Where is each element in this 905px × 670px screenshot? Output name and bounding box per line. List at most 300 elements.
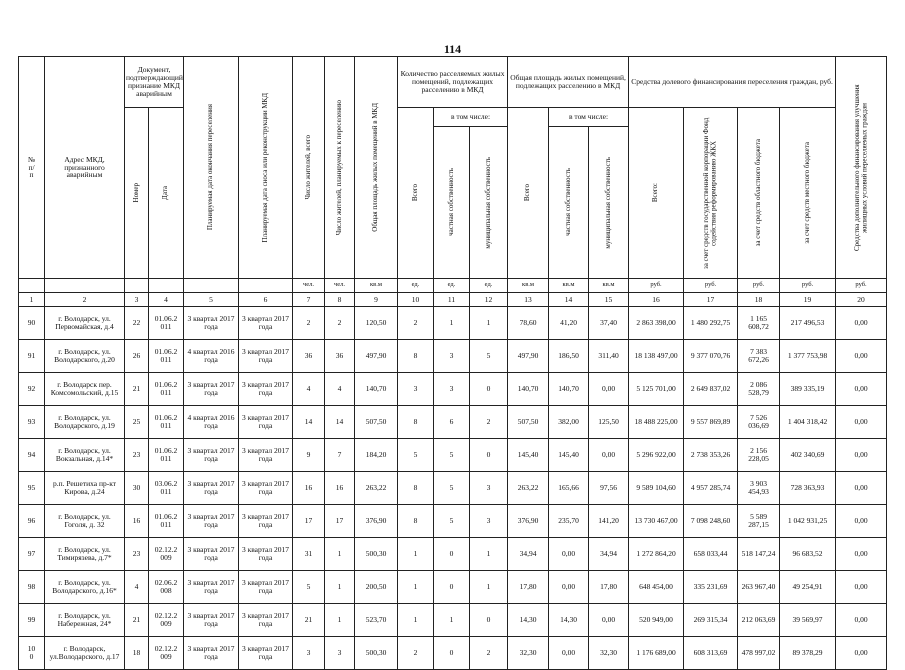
table-cell: 1: [398, 538, 434, 571]
table-cell: 95: [19, 472, 45, 505]
table-cell: г. Володарск, ул.Володарского, д.17: [45, 637, 125, 670]
table-cell: г. Володарск, ул. Первомайская, д.4: [45, 307, 125, 340]
page-number: 114: [443, 42, 462, 56]
table-cell: 21: [293, 604, 325, 637]
table-cell: 96 683,52: [780, 538, 836, 571]
table-cell: 9 557 869,89: [684, 406, 738, 439]
table-cell: 3 квартал 2017 года: [184, 373, 239, 406]
table-cell: 3 903 454,93: [738, 472, 780, 505]
table-cell: 49 254,91: [780, 571, 836, 604]
table-cell: 1: [325, 604, 355, 637]
table-cell: 9: [293, 439, 325, 472]
table-cell: 0,00: [589, 373, 629, 406]
column-number-cell: 19: [780, 293, 836, 307]
table-cell: 4 957 285,74: [684, 472, 738, 505]
table-cell: 335 231,69: [684, 571, 738, 604]
column-number-cell: 10: [398, 293, 434, 307]
table-cell: 5: [434, 439, 470, 472]
table-cell: 92: [19, 373, 45, 406]
table-cell: 520 949,00: [629, 604, 684, 637]
table-cell: 91: [19, 340, 45, 373]
table-cell: 17: [293, 505, 325, 538]
table-cell: 26: [125, 340, 149, 373]
table-cell: 3: [434, 340, 470, 373]
table-cell: г. Володарск пер. Комсомольский, д.15: [45, 373, 125, 406]
header-address: Адрес МКД, признанного аварийным: [45, 57, 125, 279]
table-cell: г. Володарск, ул. Володарского, д.20: [45, 340, 125, 373]
table-cell: 5 296 922,00: [629, 439, 684, 472]
table-cell: 376,90: [355, 505, 398, 538]
header-doc-number: Номер: [125, 108, 149, 279]
table-cell: 22: [125, 307, 149, 340]
header-planned-end: Планируемая дата окончания переселения: [184, 57, 239, 279]
table-cell: 3 квартал 2017 года: [184, 472, 239, 505]
table-cell: 1 404 318,42: [780, 406, 836, 439]
column-number-cell: 16: [629, 293, 684, 307]
header-rooms-municipal: муниципальная собственность: [470, 126, 508, 278]
table-cell: 23: [125, 439, 149, 472]
column-number-cell: 20: [836, 293, 887, 307]
table-cell: 16: [325, 472, 355, 505]
table-cell: 523,70: [355, 604, 398, 637]
table-cell: р.п. Решетиха пр-кт Кирова, д.24: [45, 472, 125, 505]
table-cell: 97: [19, 538, 45, 571]
unit-cell: [125, 279, 149, 293]
table-cell: 2 156 228,05: [738, 439, 780, 472]
header-doc-date: Дата: [149, 108, 184, 279]
table-cell: 7 526 036,69: [738, 406, 780, 439]
table-cell: 8: [398, 340, 434, 373]
table-cell: 5 125 701,00: [629, 373, 684, 406]
table-cell: 0,00: [836, 373, 887, 406]
table-cell: 17,80: [508, 571, 549, 604]
table-cell: 3 квартал 2017 года: [239, 571, 293, 604]
table-cell: 03.06.2 011: [149, 472, 184, 505]
column-number-cell: 4: [149, 293, 184, 307]
table-cell: 125,50: [589, 406, 629, 439]
column-number-cell: 11: [434, 293, 470, 307]
table-cell: 0,00: [549, 637, 589, 670]
table-row: [19, 406, 887, 439]
table-cell: 648 454,00: [629, 571, 684, 604]
table-cell: 3 квартал 2017 года: [184, 505, 239, 538]
table-cell: 478 997,02: [738, 637, 780, 670]
table-cell: 507,50: [508, 406, 549, 439]
table-cell: 5: [434, 505, 470, 538]
table-cell: 4: [125, 571, 149, 604]
table-cell: 1: [470, 571, 508, 604]
column-number-cell: 17: [684, 293, 738, 307]
table-cell: 4 квартал 2016 года: [184, 406, 239, 439]
table-cell: 0: [470, 604, 508, 637]
column-number-cell: 12: [470, 293, 508, 307]
table-cell: 3 квартал 2017 года: [184, 439, 239, 472]
table-cell: 01.06.2 011: [149, 340, 184, 373]
table-cell: 36: [293, 340, 325, 373]
table-cell: г. Володарск, ул. Набережная, 24*: [45, 604, 125, 637]
table-cell: г. Володарск, ул. Гоголя, д. 32: [45, 505, 125, 538]
table-cell: 0,00: [836, 307, 887, 340]
table-cell: 1: [398, 571, 434, 604]
table-cell: 01.06.2 011: [149, 439, 184, 472]
resettlement-table: [18, 56, 887, 670]
table-cell: 5: [434, 472, 470, 505]
table-cell: 2: [293, 307, 325, 340]
table-cell: 2: [398, 307, 434, 340]
header-rooms-total: Всего: [398, 108, 434, 279]
header-area-total: Всего: [508, 108, 549, 279]
table-cell: 1: [325, 538, 355, 571]
table-cell: 235,70: [549, 505, 589, 538]
column-number-cell: 2: [45, 293, 125, 307]
table-row: [19, 472, 887, 505]
table-cell: 1: [434, 604, 470, 637]
table-cell: 98: [19, 571, 45, 604]
table-cell: 3: [470, 505, 508, 538]
table-cell: 608 313,69: [684, 637, 738, 670]
table-cell: 140,70: [549, 373, 589, 406]
table-cell: 3 квартал 2017 года: [239, 439, 293, 472]
table-cell: 9 589 104,60: [629, 472, 684, 505]
table-cell: 140,70: [355, 373, 398, 406]
column-number-cell: 1: [19, 293, 45, 307]
table-cell: 34,94: [589, 538, 629, 571]
table-cell: 0,00: [836, 538, 887, 571]
table-cell: 6: [434, 406, 470, 439]
table-row: [19, 604, 887, 637]
header-area-group: Общая площадь жилых помещений, подлежащих расселению в МКД: [508, 57, 629, 108]
table-cell: 141,20: [589, 505, 629, 538]
table-cell: 0,00: [836, 439, 887, 472]
header-rooms-private: частная собственность: [434, 126, 470, 278]
table-cell: 21: [125, 604, 149, 637]
table-cell: 4: [293, 373, 325, 406]
table-cell: 0,00: [836, 505, 887, 538]
table-cell: 2 738 353,26: [684, 439, 738, 472]
table-cell: 7: [325, 439, 355, 472]
table-cell: 14: [293, 406, 325, 439]
table-cell: г. Володарск, ул. Тимирязева, д.7*: [45, 538, 125, 571]
unit-cell: кв.м: [508, 279, 549, 293]
table-cell: 5 589 287,15: [738, 505, 780, 538]
table-cell: 23: [125, 538, 149, 571]
table-cell: 376,90: [508, 505, 549, 538]
table-cell: 200,50: [355, 571, 398, 604]
column-number-cell: 14: [549, 293, 589, 307]
table-cell: 93: [19, 406, 45, 439]
table-cell: 3 квартал 2017 года: [184, 307, 239, 340]
header-planned-demolition: Планируемая дата сноса или реконструкции МКД: [239, 57, 293, 279]
table-cell: 89 378,29: [780, 637, 836, 670]
table-cell: г. Володарск, ул. Вокзальная, д.14*: [45, 439, 125, 472]
table-cell: 1: [470, 538, 508, 571]
table-cell: 01.06.2 011: [149, 307, 184, 340]
table-cell: г. Володарск, ул. Володарского, д.19: [45, 406, 125, 439]
table-cell: 10 0: [19, 637, 45, 670]
table-cell: 41,20: [549, 307, 589, 340]
table-cell: 5: [398, 439, 434, 472]
table-cell: 25: [125, 406, 149, 439]
table-cell: 01.06.2 011: [149, 505, 184, 538]
table-cell: 94: [19, 439, 45, 472]
table-cell: 1 165 608,72: [738, 307, 780, 340]
table-cell: 2: [470, 406, 508, 439]
table-cell: 37,40: [589, 307, 629, 340]
table-cell: 3 квартал 2017 года: [184, 538, 239, 571]
table-row: [19, 307, 887, 340]
table-cell: 311,40: [589, 340, 629, 373]
column-number-cell: 5: [184, 293, 239, 307]
table-cell: 8: [398, 505, 434, 538]
table-cell: 18: [125, 637, 149, 670]
column-number-cell: 3: [125, 293, 149, 307]
table-row: [19, 373, 887, 406]
table-cell: 184,20: [355, 439, 398, 472]
table-cell: 90: [19, 307, 45, 340]
table-cell: 263 967,40: [738, 571, 780, 604]
table-cell: 269 315,34: [684, 604, 738, 637]
table-cell: 5: [293, 571, 325, 604]
table-cell: 02.06.2 008: [149, 571, 184, 604]
table-cell: 02.12.2 009: [149, 538, 184, 571]
header-fund-federal: за счет средств государственной корпорации Фонд содействия реформированию ЖКХ: [684, 108, 738, 279]
unit-cell: чел.: [325, 279, 355, 293]
table-cell: 1 176 689,00: [629, 637, 684, 670]
unit-cell: чел.: [293, 279, 325, 293]
table-cell: 0,00: [589, 439, 629, 472]
unit-cell: [149, 279, 184, 293]
table-cell: 0,00: [589, 604, 629, 637]
table-cell: 186,50: [549, 340, 589, 373]
table-cell: 3 квартал 2017 года: [239, 373, 293, 406]
header-residents-planned: Число жителей, планируемых к переселению: [325, 57, 355, 279]
table-cell: 14: [325, 406, 355, 439]
unit-cell: руб.: [738, 279, 780, 293]
table-cell: 263,22: [355, 472, 398, 505]
table-row: [19, 505, 887, 538]
table-cell: 3: [434, 373, 470, 406]
unit-cell: ед.: [398, 279, 434, 293]
unit-cell: [239, 279, 293, 293]
table-cell: 217 496,53: [780, 307, 836, 340]
table-cell: 14,30: [549, 604, 589, 637]
column-number-cell: 9: [355, 293, 398, 307]
table-cell: 0: [470, 373, 508, 406]
table-cell: 0,00: [836, 604, 887, 637]
table-cell: 1 377 753,98: [780, 340, 836, 373]
header-document-group: Документ, подтверждающий признание МКД аварийным: [125, 57, 184, 108]
header-fund-regional: за счет средств областного бюджета: [738, 108, 780, 279]
unit-cell: кв.м: [549, 279, 589, 293]
table-cell: 30: [125, 472, 149, 505]
table-cell: 18 488 225,00: [629, 406, 684, 439]
header-funding-group: Средства долевого финансирования переселения граждан, руб.: [629, 57, 836, 108]
table-cell: 2: [325, 307, 355, 340]
header-rooms-group: Количество расселяемых жилых помещений, подлежащих расселению в МКД: [398, 57, 508, 108]
table-cell: 728 363,93: [780, 472, 836, 505]
table-cell: 3 квартал 2017 года: [239, 406, 293, 439]
table-cell: 9 377 070,76: [684, 340, 738, 373]
table-cell: 17: [325, 505, 355, 538]
table-cell: 3 квартал 2017 года: [184, 604, 239, 637]
column-number-cell: 15: [589, 293, 629, 307]
table-cell: 3 квартал 2017 года: [239, 340, 293, 373]
unit-cell: [184, 279, 239, 293]
unit-cell: [45, 279, 125, 293]
column-number-cell: 8: [325, 293, 355, 307]
header-area-municipal: муниципальная собственность: [589, 126, 629, 278]
table-row: [19, 571, 887, 604]
table-cell: 1: [470, 307, 508, 340]
table-cell: 34,94: [508, 538, 549, 571]
table-cell: 145,40: [549, 439, 589, 472]
column-number-cell: 13: [508, 293, 549, 307]
table-cell: 2 649 837,02: [684, 373, 738, 406]
table-cell: 3: [470, 472, 508, 505]
header-fund-total: Всего:: [629, 108, 684, 279]
table-cell: 4: [325, 373, 355, 406]
table-cell: 0,00: [836, 637, 887, 670]
unit-cell: [19, 279, 45, 293]
table-cell: 145,40: [508, 439, 549, 472]
header-area-incl: в том числе:: [549, 108, 629, 127]
table-cell: 1 042 931,25: [780, 505, 836, 538]
table-cell: 3 квартал 2017 года: [184, 637, 239, 670]
table-cell: 17,80: [589, 571, 629, 604]
table-cell: 1 272 864,20: [629, 538, 684, 571]
table-cell: 0,00: [836, 406, 887, 439]
unit-cell: ед.: [434, 279, 470, 293]
table-cell: 1: [434, 307, 470, 340]
table-cell: 4 квартал 2016 года: [184, 340, 239, 373]
table-cell: 0: [434, 538, 470, 571]
table-row: [19, 637, 887, 670]
table-cell: 0,00: [836, 472, 887, 505]
table-cell: 518 147,24: [738, 538, 780, 571]
table-cell: 402 340,69: [780, 439, 836, 472]
table-row: [19, 439, 887, 472]
table-cell: 507,50: [355, 406, 398, 439]
table-cell: 02.12.2 009: [149, 604, 184, 637]
table-cell: 212 063,69: [738, 604, 780, 637]
table-cell: 8: [398, 406, 434, 439]
unit-cell: ед.: [470, 279, 508, 293]
column-number-cell: 6: [239, 293, 293, 307]
table-cell: 13 730 467,00: [629, 505, 684, 538]
table-cell: 3 квартал 2017 года: [239, 538, 293, 571]
table-cell: 3: [398, 373, 434, 406]
unit-cell: руб.: [684, 279, 738, 293]
table-cell: 14,30: [508, 604, 549, 637]
header-area-private: частная собственность: [549, 126, 589, 278]
table-cell: 32,30: [508, 637, 549, 670]
header-fund-local: за счет средств местного бюджета: [780, 108, 836, 279]
table-cell: 0: [470, 439, 508, 472]
table-cell: 5: [470, 340, 508, 373]
table-cell: 2 863 398,00: [629, 307, 684, 340]
table-cell: 31: [293, 538, 325, 571]
table-cell: 500,30: [355, 637, 398, 670]
table-cell: 78,60: [508, 307, 549, 340]
table-row: [19, 538, 887, 571]
table-cell: 02.12.2 009: [149, 637, 184, 670]
table-cell: 3: [325, 637, 355, 670]
table-cell: 0,00: [836, 571, 887, 604]
header-rooms-incl: в том числе:: [434, 108, 508, 127]
table-cell: 120,50: [355, 307, 398, 340]
table-cell: 140,70: [508, 373, 549, 406]
table-cell: г. Володарск, ул. Володарского, д.16*: [45, 571, 125, 604]
table-cell: 3 квартал 2017 года: [239, 307, 293, 340]
table-cell: 3 квартал 2017 года: [184, 571, 239, 604]
table-cell: 2: [470, 637, 508, 670]
header-additional-funds: Средства дополнительного финансирования улучшения жилищных условий переселяемых граждан: [836, 57, 887, 279]
table-cell: 389 335,19: [780, 373, 836, 406]
table-cell: 2: [398, 637, 434, 670]
table-cell: 263,22: [508, 472, 549, 505]
table-cell: 3 квартал 2017 года: [239, 505, 293, 538]
table-cell: 658 033,44: [684, 538, 738, 571]
table-cell: 18 138 497,00: [629, 340, 684, 373]
table-cell: 2 086 528,79: [738, 373, 780, 406]
table-cell: 7 098 248,60: [684, 505, 738, 538]
table-cell: 3: [293, 637, 325, 670]
table-cell: 497,90: [355, 340, 398, 373]
table-cell: 0,00: [836, 340, 887, 373]
table-cell: 3 квартал 2017 года: [239, 637, 293, 670]
header-total-area: Общая площадь жилых помещений в МКД: [355, 57, 398, 279]
unit-cell: руб.: [780, 279, 836, 293]
table-cell: 16: [293, 472, 325, 505]
header-num: № п/ п: [19, 57, 45, 279]
table-cell: 0,00: [549, 571, 589, 604]
table-cell: 16: [125, 505, 149, 538]
column-number-cell: 18: [738, 293, 780, 307]
table-cell: 8: [398, 472, 434, 505]
table-cell: 99: [19, 604, 45, 637]
table-cell: 97,56: [589, 472, 629, 505]
table-cell: 0: [434, 637, 470, 670]
table-cell: 497,90: [508, 340, 549, 373]
table-cell: 3 квартал 2017 года: [239, 472, 293, 505]
table-cell: 1: [398, 604, 434, 637]
table-cell: 165,66: [549, 472, 589, 505]
column-number-cell: 7: [293, 293, 325, 307]
table-cell: 7 383 672,26: [738, 340, 780, 373]
unit-cell: кв.м: [355, 279, 398, 293]
header-residents-total: Число жителей, всего: [293, 57, 325, 279]
table-cell: 500,30: [355, 538, 398, 571]
table-cell: 0,00: [549, 538, 589, 571]
table-cell: 32,30: [589, 637, 629, 670]
table-cell: 36: [325, 340, 355, 373]
table-cell: 1 480 292,75: [684, 307, 738, 340]
units-row: [19, 279, 887, 293]
table-cell: 39 569,97: [780, 604, 836, 637]
unit-cell: руб.: [836, 279, 887, 293]
table-cell: 1: [325, 571, 355, 604]
table-cell: 21: [125, 373, 149, 406]
table-cell: 3 квартал 2017 года: [239, 604, 293, 637]
column-numbers-row: [19, 293, 887, 307]
table-cell: 01.06.2 011: [149, 406, 184, 439]
table-cell: 382,00: [549, 406, 589, 439]
unit-cell: руб.: [629, 279, 684, 293]
table-cell: 0: [434, 571, 470, 604]
table-cell: 96: [19, 505, 45, 538]
table-cell: 01.06.2 011: [149, 373, 184, 406]
unit-cell: кв.м: [589, 279, 629, 293]
